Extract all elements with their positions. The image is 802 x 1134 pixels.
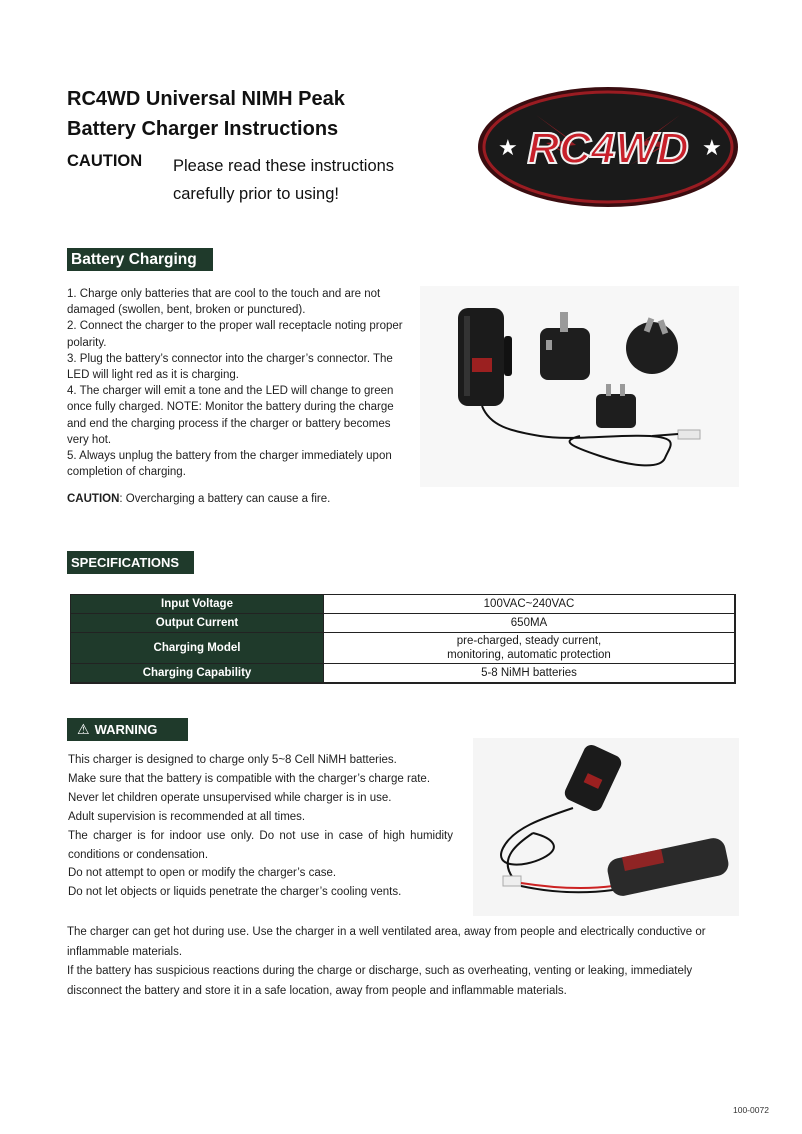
warning-heading-label: WARNING: [94, 722, 158, 737]
caution-text: [173, 152, 394, 208]
list-item: Do not let objects or liquids penetrate the charger’s cooling vents.: [68, 886, 402, 899]
spec-value-line-2: monitoring, automatic protection: [447, 649, 611, 661]
spec-value: 100VAC~240VAC: [324, 595, 736, 614]
list-item: Adult supervision is recommended at all times.: [68, 810, 306, 823]
battery-pack-photo: [473, 738, 739, 916]
spec-value-line-1: pre-charged, steady current,: [456, 635, 602, 647]
spec-value: 5-8 NiMH batteries: [324, 664, 736, 684]
charging-instructions: [67, 286, 412, 480]
list-item: 2. Connect the charger to the proper wall receptacle noting proper polarity.: [67, 320, 403, 349]
title-line-1: RC4WD Universal NIMH Peak: [67, 88, 345, 110]
warning-heading: [67, 718, 188, 741]
caution-line-2: carefully prior to using!: [173, 185, 339, 203]
table-row: [71, 614, 736, 633]
list-item: 3. Plug the battery’s connector into the charger’s connector. The LED will light red as it is charging.: [67, 352, 393, 382]
caution-line-1: Please read these instructions: [173, 157, 395, 175]
charger-photo: [420, 286, 739, 487]
spec-label: Charging Capability: [71, 664, 324, 684]
warning-extra-text: [67, 923, 742, 1001]
caution-label: CAUTION: [67, 493, 120, 505]
spec-label: Input Voltage: [71, 595, 324, 614]
page-title: [67, 84, 345, 144]
list-item: If the battery has suspicious reactions during the charge or discharge, such as overheating, venting or leaking, immediately disconnect the battery and store it in a safe location, away from people and inflammable materials.: [67, 965, 693, 997]
specifications-heading: SPECIFICATIONS: [67, 551, 194, 574]
spec-label: Charging Model: [71, 633, 324, 664]
list-item: This charger is designed to charge only 5~8 Cell NiMH batteries.: [68, 754, 397, 766]
logo-text: RC4WD: [527, 124, 689, 173]
spec-value: [324, 633, 736, 664]
spec-label: Output Current: [71, 614, 324, 633]
table-row: [71, 664, 736, 684]
caution-text: : Overcharging a battery can cause a fire.: [119, 493, 331, 505]
rc4wd-logo: [476, 85, 740, 209]
list-item: 1. Charge only batteries that are cool to the touch and are not damaged (swollen, bent, broken or punctured).: [67, 288, 381, 317]
battery-charging-heading: Battery Charging: [67, 248, 213, 271]
list-item: 4. The charger will emit a tone and the LED will change to green once fully charged. NOTE: Monitor the battery during the charge and end the charging process if the charger or battery becomes very hot.: [67, 385, 394, 446]
list-item: The charger is for indoor use only. Do not use in case of high humidity conditions or condensation.: [68, 829, 453, 861]
document-number: 100-0072: [733, 1105, 769, 1115]
svg-text:★: ★: [498, 136, 518, 161]
table-row: [71, 595, 736, 614]
title-line-2: Battery Charger Instructions: [67, 118, 339, 140]
warning-triangle-icon: ⚠: [77, 721, 90, 737]
list-item: 5. Always unplug the battery from the charger immediately upon completion of charging.: [67, 450, 392, 479]
table-row: [71, 633, 736, 664]
list-item: Make sure that the battery is compatible with the charger’s charge rate.: [68, 772, 431, 785]
list-item: The charger can get hot during use. Use the charger in a well ventilated area, away from people and electrically conductive or inflammable materials.: [67, 926, 706, 958]
specifications-table: [70, 594, 736, 684]
list-item: Do not attempt to open or modify the charger’s case.: [68, 867, 337, 880]
caution-label: CAUTION: [67, 152, 143, 170]
spec-value: 650MA: [324, 614, 736, 633]
overcharge-caution: [67, 493, 330, 505]
warning-list: [68, 751, 453, 902]
svg-text:★: ★: [702, 136, 722, 161]
list-item: Never let children operate unsupervised while charger is in use.: [68, 791, 392, 804]
